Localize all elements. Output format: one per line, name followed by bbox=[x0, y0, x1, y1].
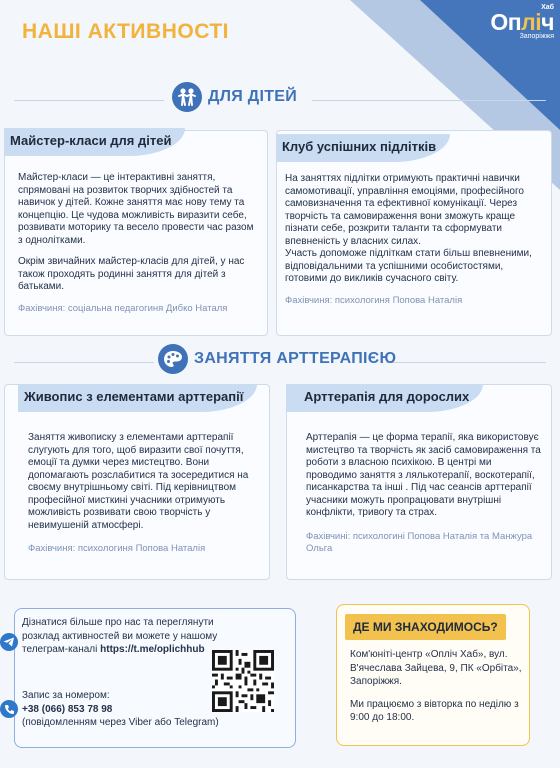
phone-icon bbox=[0, 700, 18, 718]
card-painting-credit: Фахівчиня: психологиня Попова Наталія bbox=[28, 543, 206, 554]
card-adults-title: Арттерапія для дорослих bbox=[286, 384, 483, 412]
section-children bbox=[172, 82, 297, 112]
logo-hub: Хаб bbox=[541, 4, 554, 11]
card-masterclass-body bbox=[18, 172, 258, 315]
logo-part3: ч bbox=[541, 9, 554, 35]
section-art bbox=[158, 344, 396, 374]
divider-left-2 bbox=[14, 362, 154, 363]
card-masterclass-p2: Окрім звичайних майстер-класів для дітей, у нас також проходять родинні заняття для дітей з батьками. bbox=[18, 256, 245, 292]
address-info bbox=[350, 648, 522, 734]
card-masterclass-credit: Фахівчиня: соціальна педагогиня Дибко Наталя bbox=[18, 302, 228, 314]
palette-icon bbox=[158, 344, 188, 374]
logo-part2: лі bbox=[521, 9, 542, 35]
working-hours: Ми працюємо з вівторка по неділю з 9:00 до 18:00. bbox=[350, 698, 519, 723]
card-adults-p1: Арттерапія — це форма терапії, яка використовує мистецтво та творчість як засіб самовираження та роботи з власною психікою. В центрі ми проводимо заняття з лялькотерапії, воскотерапії, писанкарства та інші . Під час сеансів арттерапії учасники можуть пропрацювати внутрішні конфлікти, тривогу та страх. bbox=[306, 432, 541, 518]
card-teens-body bbox=[285, 173, 545, 307]
divider-left-1 bbox=[14, 100, 164, 101]
card-teens-credit: Фахівчиня: психологиня Попова Наталія bbox=[285, 294, 463, 306]
logo-city: Запоріжжя bbox=[519, 33, 554, 40]
telegram-icon bbox=[0, 633, 18, 651]
address-text: Ком'юніті-центр «Опліч Хаб», вул. В'ячеслава Зайцева, 9, ПК «Орбіта», Запоріжжя. bbox=[350, 649, 522, 687]
qr-code[interactable] bbox=[212, 650, 274, 712]
card-masterclass-p1: Майстер-класи — це інтерактивні заняття, спрямовані на розвиток творчих здібностей та навичок у дітей. Кожне заняття має нову тему та концепцію. Це чудова можливість виразити себе, розвивати моторику та весело провести час разом з однолітками. bbox=[18, 172, 254, 246]
contact-info bbox=[22, 616, 218, 657]
card-masterclass-title: Майстер-класи для дітей bbox=[4, 128, 185, 156]
card-painting-body bbox=[28, 432, 262, 555]
phone-number[interactable]: +38 (066) 853 78 98 bbox=[22, 703, 113, 715]
phone-info bbox=[22, 689, 222, 730]
phone-label: Запис за номером: bbox=[22, 690, 110, 701]
card-teens-p2: Участь допоможе підліткам стати більш впевненими, відповідальними та успішними особистостями, готовими до викликів сучасного світу. bbox=[285, 248, 532, 284]
logo bbox=[478, 4, 554, 40]
children-icon bbox=[172, 82, 202, 112]
logo-name bbox=[478, 11, 554, 33]
card-adults-credit: Фахівчині: психологині Попова Наталія та Манжура Ольга bbox=[306, 530, 533, 554]
divider-right-2 bbox=[386, 362, 546, 363]
phone-note: (повідомленням через Viber або Telegram) bbox=[22, 717, 219, 728]
card-teens-p1: На заняттях підлітки отримують практичні навички самомотивації, управління емоціями, професійного самовизначення та ефективної комунікації. Через творчість та самовираження вони зможуть краще пізнати себе, розкрити таланти та сформувати впевненість у власних силах. bbox=[285, 173, 524, 247]
address-title: ДЕ МИ ЗНАХОДИМОСЬ? bbox=[345, 614, 506, 640]
card-teens-title: Клуб успішних підлітків bbox=[276, 134, 450, 162]
card-adults-body bbox=[306, 432, 542, 555]
section-art-label: ЗАНЯТТЯ АРТТЕРАПІЄЮ bbox=[194, 350, 397, 367]
divider-right-1 bbox=[312, 100, 546, 101]
card-painting-p1: Заняття живописку з елементами арттерапії слугують для того, щоб виразити свої почуття, емоції та думки через мистецтво. Вони допомагають розслабитися та зосередитися на своєму внутрішньому світі. Під керівництвом професійної мисткині учасники отримують можливість розвивати свою творчість у невимушеній атмосфері. bbox=[28, 432, 249, 531]
section-children-label: ДЛЯ ДІТЕЙ bbox=[208, 88, 298, 105]
page-title: НАШІ АКТИВНОСТІ bbox=[22, 20, 229, 43]
logo-part1: Оп bbox=[490, 9, 522, 35]
telegram-link[interactable]: https://t.me/oplichhub bbox=[100, 644, 205, 655]
card-painting-title: Живопис з елементами арттерапії bbox=[18, 384, 257, 412]
contact-text: Дізнатися більше про нас та переглянути розклад активностей ви можете у нашому телеграм-каналі bbox=[22, 617, 218, 655]
